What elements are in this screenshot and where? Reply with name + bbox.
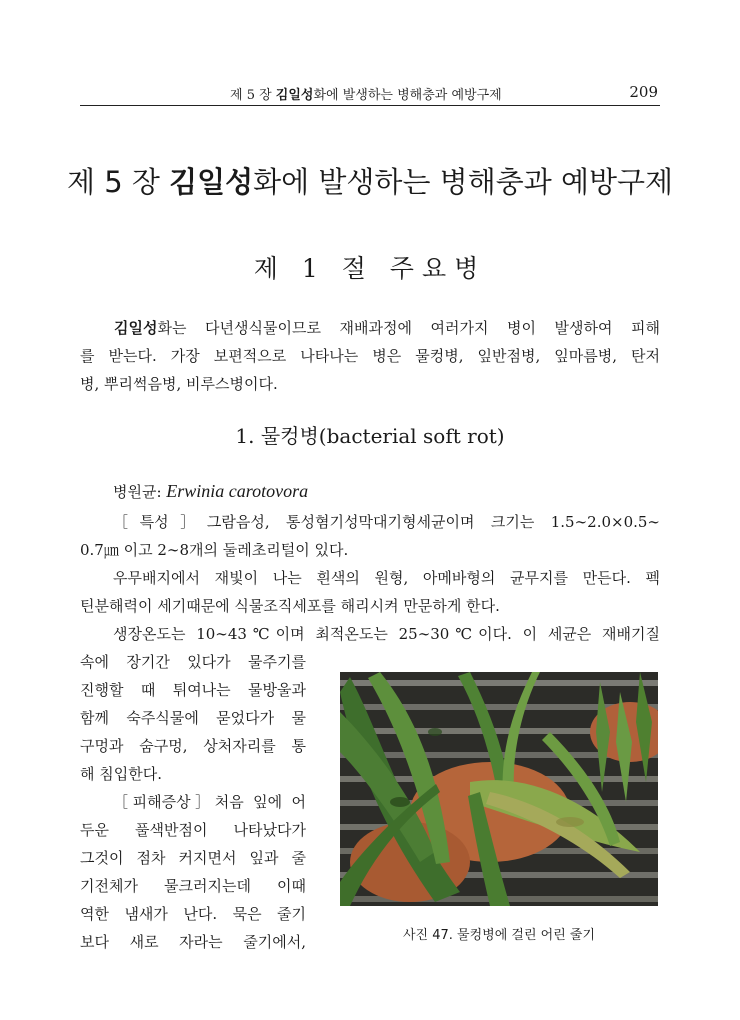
body-line: 함께 숙주식물에 묻었다가 물 — [80, 709, 306, 727]
traits-line-5: 생장온도는 10∼43℃이며 최적온도는 25∼30℃이다. 이 세균은 재배기질 — [113, 625, 660, 643]
header-title: 제 5 장 김일성화에 발생하는 병해충과 예방구제 — [230, 88, 502, 103]
body-line: 기전체가 물크러지는데 이때 — [80, 877, 306, 895]
traits-line-3: 우무배지에서 재빛이 나는 흰색의 원형, 아메바형의 균무지를 만든다. 펙 — [113, 569, 660, 587]
body-line: ［피해증상］처음 잎에 어 — [113, 793, 306, 811]
chapter-title: 제 5 장 김일성화에 발생하는 병해충과 예방구제 — [66, 165, 674, 199]
running-header — [80, 84, 660, 104]
body-line: 두운 풀색반점이 나타났다가 — [80, 821, 306, 839]
body-line: 해 침입한다. — [80, 765, 162, 783]
subsection-title: 1. 물컹병(bacterial soft rot) — [235, 424, 505, 448]
header-rule — [80, 105, 660, 106]
body-line: 역한 냄새가 난다. 묵은 줄기 — [80, 905, 306, 923]
intro-line-2: 를 받는다. 가장 보편적으로 나타나는 병은 물컹병, 잎반점병, 잎마름병, 탄저 — [80, 347, 660, 365]
body-line: 속에 장기간 있다가 물주기를 — [80, 653, 306, 671]
traits-line-4: 틴분해력이 세기때문에 식물조직세포를 해리시켜 만문하게 한다. — [80, 597, 500, 615]
pathogen-line: 병원균: Erwinia carotovora — [113, 481, 309, 501]
body-line: 그것이 점차 커지면서 잎과 줄 — [80, 849, 306, 867]
orchid-photo-illustration — [340, 672, 658, 906]
body-line: 보다 새로 자라는 줄기에서, — [80, 933, 306, 951]
intro-line-3: 병, 뿌리썩음병, 비루스병이다. — [80, 375, 278, 393]
photo-caption: 사진 47. 물컹병에 걸린 어린 줄기 — [402, 928, 596, 943]
intro-line-1: 김일성화는 다년생식물이므로 재배과정에 여러가지 병이 발생하여 피해 — [114, 319, 660, 337]
body-line: 진행할 때 튀여나는 물방울과 — [80, 681, 306, 699]
traits-line-2: 0.7㎛ 이고 2∼8개의 둘레초리털이 있다. — [80, 541, 349, 559]
orchid-photo — [340, 672, 658, 906]
traits-line-1: ［특성］그람음성, 통성혐기성막대기형세균이며 크기는 1.5∼2.0×0.5∼ — [113, 513, 660, 531]
page-number: 209 — [629, 83, 658, 101]
body-line: 구멍과 숨구멍, 상처자리를 통 — [80, 737, 306, 755]
section-title: 제 1 절 주요병 — [253, 254, 487, 283]
